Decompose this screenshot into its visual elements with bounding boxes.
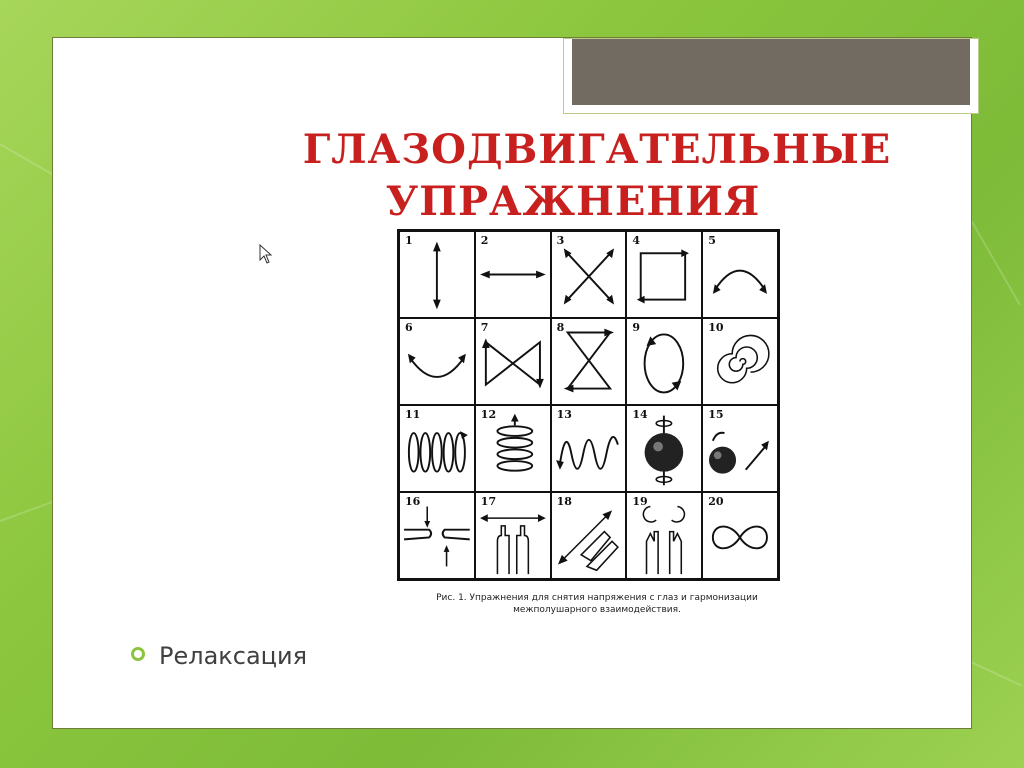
cursor-arrow-icon bbox=[259, 244, 273, 264]
exercise-number: 1 bbox=[405, 234, 413, 247]
exercise-number: 12 bbox=[480, 408, 497, 421]
palms-icon bbox=[400, 493, 474, 578]
figure-caption bbox=[397, 592, 797, 616]
exercise-figure bbox=[289, 122, 905, 622]
exercise-number: 13 bbox=[556, 408, 572, 421]
exercise-number: 20 bbox=[708, 495, 724, 508]
exercise-cell bbox=[551, 492, 627, 579]
exercise-number: 18 bbox=[556, 495, 572, 508]
bullet-ring-icon bbox=[131, 647, 145, 661]
exercise-number: 7 bbox=[480, 321, 489, 334]
horizontal-coil-icon bbox=[400, 406, 474, 491]
exercise-cell bbox=[551, 231, 627, 318]
exercise-cell bbox=[399, 231, 475, 318]
exercise-number: 17 bbox=[480, 495, 497, 508]
exercise-number: 9 bbox=[632, 321, 641, 334]
rotating-sphere-icon bbox=[627, 406, 701, 491]
exercise-number: 8 bbox=[556, 321, 565, 334]
square-arrows-icon bbox=[627, 232, 701, 317]
exercise-number: 14 bbox=[632, 408, 648, 421]
vertical-arrow-icon bbox=[400, 232, 474, 317]
exercise-grid bbox=[397, 229, 780, 581]
exercise-cell bbox=[475, 492, 551, 579]
hands-horizontal-arrow-icon bbox=[476, 493, 550, 578]
figure-title-line1: ГЛАЗОДВИГАТЕЛЬНЫЕ bbox=[302, 126, 892, 173]
exercise-cell bbox=[626, 231, 702, 318]
arc-up-arrow-icon bbox=[703, 232, 777, 317]
exercise-cell bbox=[702, 405, 778, 492]
hands-circles-icon bbox=[627, 493, 701, 578]
exercise-number: 6 bbox=[405, 321, 413, 334]
exercise-number: 4 bbox=[632, 234, 641, 247]
exercise-number: 16 bbox=[405, 495, 421, 508]
oval-arrows-icon bbox=[627, 319, 701, 404]
exercise-cell bbox=[551, 318, 627, 405]
title-placeholder[interactable] bbox=[563, 38, 979, 114]
vertical-coil-icon bbox=[476, 406, 550, 491]
exercise-cell bbox=[399, 405, 475, 492]
exercise-number: 10 bbox=[708, 321, 724, 334]
horizontal-arrow-icon bbox=[476, 232, 550, 317]
bullet-item bbox=[131, 642, 307, 670]
bullet-text[interactable]: Релаксация bbox=[159, 642, 308, 670]
figure-caption-line1: Рис. 1. Упражнения для снятия напряжения с глаз и гармонизации bbox=[436, 593, 758, 603]
exercise-cell bbox=[702, 231, 778, 318]
hands-diagonal-arrow-icon bbox=[552, 493, 626, 578]
exercise-cell bbox=[475, 405, 551, 492]
figure-caption-line2: межполушарного взаимодействия. bbox=[513, 605, 681, 615]
exercise-cell bbox=[399, 492, 475, 579]
hourglass-arrows-icon bbox=[552, 319, 626, 404]
exercise-cell bbox=[626, 318, 702, 405]
spiral-icon bbox=[703, 319, 777, 404]
title-placeholder-fill bbox=[572, 39, 970, 105]
diagonal-cross-arrows-icon bbox=[552, 232, 626, 317]
wave-icon bbox=[552, 406, 626, 491]
exercise-number: 19 bbox=[632, 495, 648, 508]
ball-diagonal-arrow-icon bbox=[703, 406, 777, 491]
exercise-number: 2 bbox=[480, 234, 489, 247]
exercise-cell bbox=[551, 405, 627, 492]
figure-title-line2: УПРАЖНЕНИЯ bbox=[385, 178, 761, 225]
exercise-number: 11 bbox=[405, 408, 421, 421]
exercise-cell bbox=[702, 492, 778, 579]
exercise-cell bbox=[626, 492, 702, 579]
exercise-number: 15 bbox=[708, 408, 724, 421]
exercise-cell bbox=[626, 405, 702, 492]
exercise-cell bbox=[475, 318, 551, 405]
infinity-icon bbox=[703, 493, 777, 578]
bowtie-arrows-icon bbox=[476, 319, 550, 404]
exercise-number: 3 bbox=[556, 234, 565, 247]
exercise-cell bbox=[475, 231, 551, 318]
slide bbox=[52, 37, 972, 729]
exercise-cell bbox=[702, 318, 778, 405]
exercise-number: 5 bbox=[708, 234, 716, 247]
exercise-cell bbox=[399, 318, 475, 405]
arc-down-arrow-icon bbox=[400, 319, 474, 404]
